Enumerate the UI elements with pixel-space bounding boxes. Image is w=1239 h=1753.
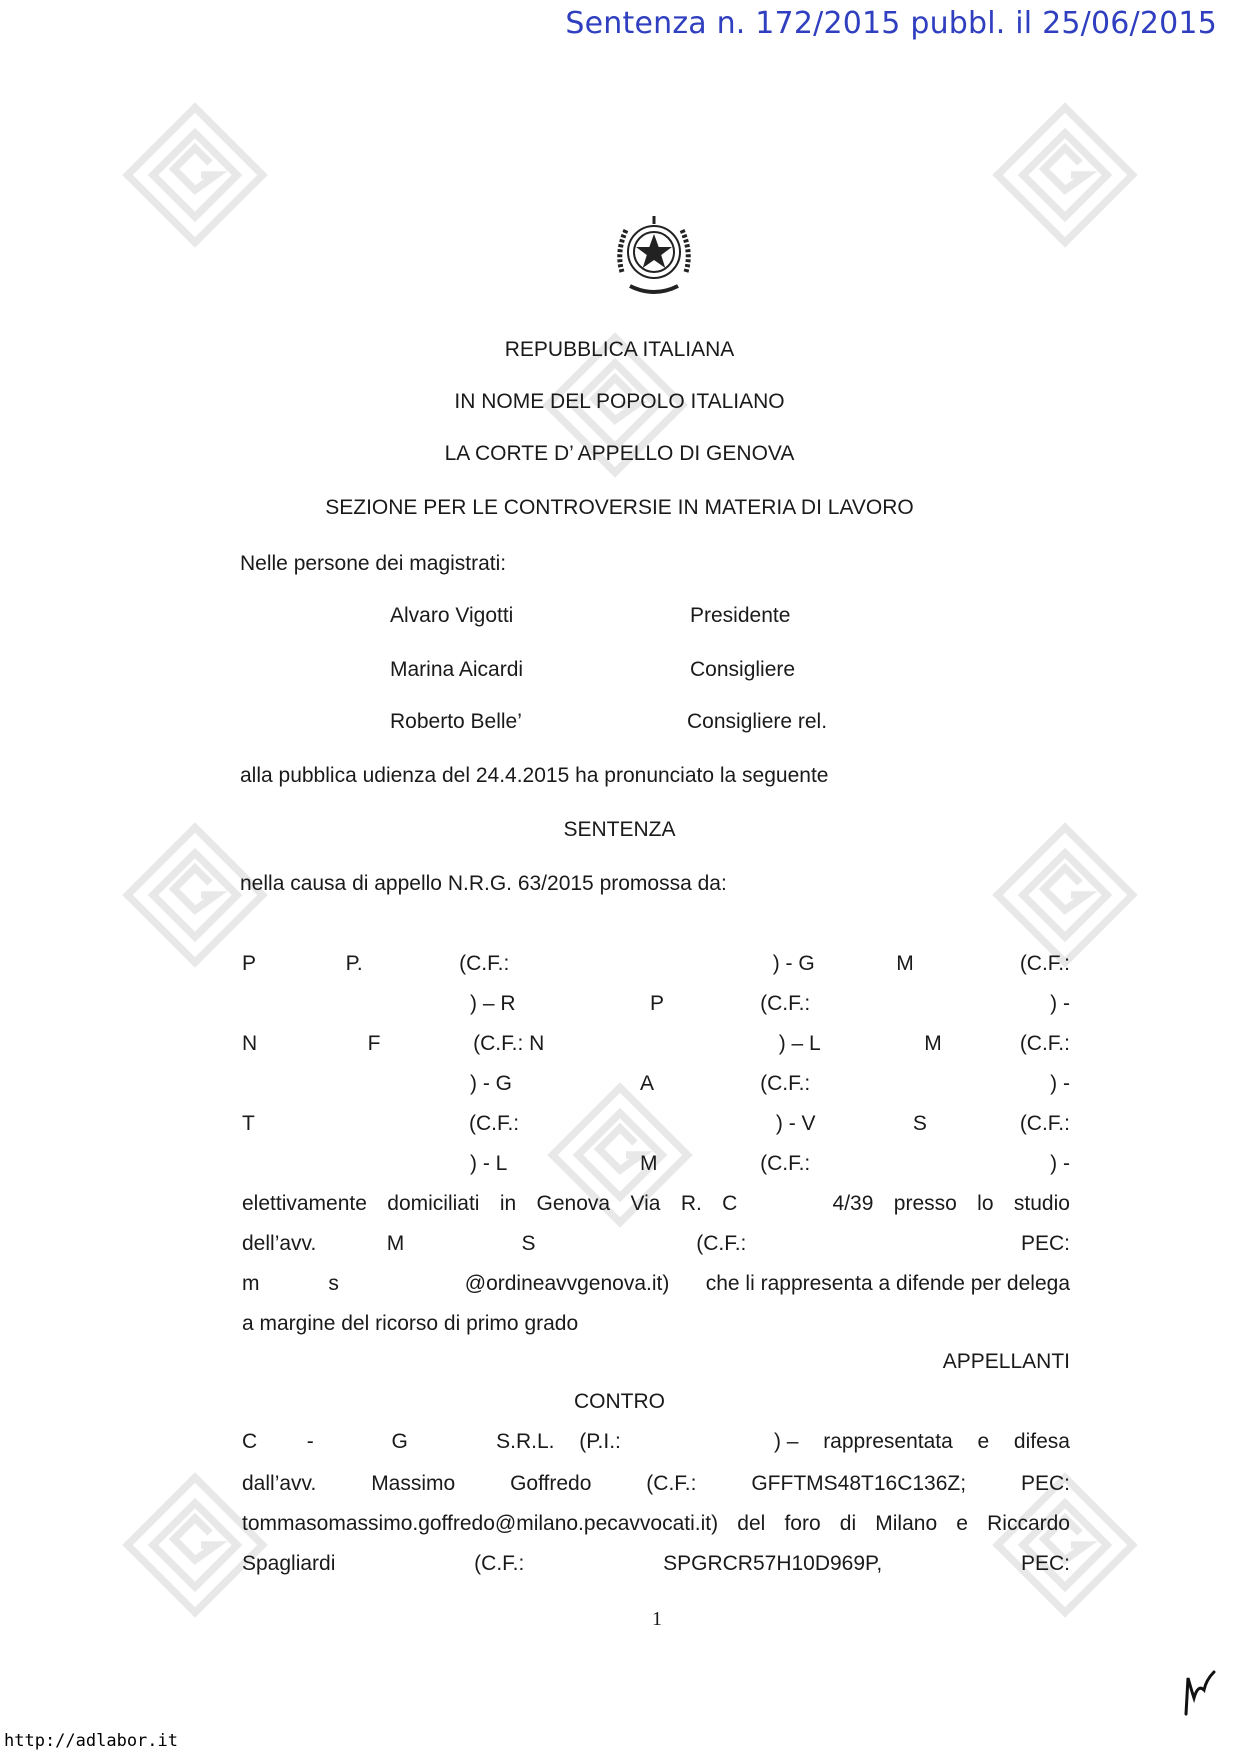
parties-line: ) - G A (C.F.: ) - (470, 1072, 1070, 1095)
court-heading: LA CORTE D’ APPELLO DI GENOVA (444, 442, 795, 465)
magistrate-name: Roberto Belle’ (390, 710, 522, 733)
italian-republic-emblem-icon (612, 212, 696, 302)
section-heading: SEZIONE PER LE CONTROVERSIE IN MATERIA DI LAVORO (325, 496, 914, 519)
parties-line: elettivamente domiciliati in Genova Via R. C 4/39 presso lo studio (242, 1192, 1070, 1215)
watermark-logo-icon (990, 820, 1140, 970)
magistrate-name: Marina Aicardi (390, 658, 524, 681)
document-title: SENTENZA (563, 818, 676, 841)
parties-line: N F (C.F.: N ) – L M (C.F.: (242, 1032, 1070, 1055)
watermark-logo-icon (120, 100, 270, 250)
parties-line: P P. (C.F.: ) - G M (C.F.: (242, 952, 1070, 975)
defendant-line: C - G S.R.L. (P.I.: ) – rappresentata e difesa (242, 1430, 1070, 1453)
magistrate-role: Consigliere (690, 658, 796, 681)
page-number: 1 (652, 1608, 662, 1630)
publication-stamp: Sentenza n. 172/2015 pubbl. il 25/06/2015 (565, 6, 1217, 41)
defendant-line: dall’avv. Massimo Goffredo (C.F.: GFFTMS48T16C136Z; PEC: (242, 1472, 1070, 1495)
parties-line: ) - L M (C.F.: ) - (470, 1152, 1070, 1175)
magistrates-intro: Nelle persone dei magistrati: (240, 552, 507, 575)
parties-line: dell’avv. M S (C.F.: PEC: (242, 1232, 1070, 1255)
parties-last-line: a margine del ricorso di primo grado (242, 1312, 579, 1335)
parties-line: T (C.F.: ) - V S (C.F.: (242, 1112, 1070, 1135)
parties-line: ) – R P (C.F.: ) - (470, 992, 1070, 1015)
appellants-label: APPELLANTI (942, 1350, 1070, 1373)
defendant-line: Spagliardi (C.F.: SPGRCR57H10D969P, PEC: (242, 1552, 1070, 1575)
source-url: http://adlabor.it (4, 1731, 178, 1751)
parties-line: m s @ordineavvgenova.it) che li rappresenta a difende per delega (242, 1272, 1070, 1295)
magistrate-role: Consigliere rel. (687, 710, 828, 733)
magistrate-role: Presidente (690, 604, 791, 627)
republic-heading: REPUBBLICA ITALIANA (504, 338, 735, 361)
magistrate-name: Alvaro Vigotti (390, 604, 514, 627)
contro-label: CONTRO (574, 1390, 665, 1413)
defendant-line: tommasomassimo.goffredo@milano.pecavvocati.it) del foro di Milano e Riccardo (242, 1512, 1070, 1535)
people-heading: IN NOME DEL POPOLO ITALIANO (454, 390, 785, 413)
hearing-line: alla pubblica udienza del 24.4.2015 ha pronunciato la seguente (240, 764, 829, 787)
handwritten-initial-icon (1180, 1668, 1220, 1718)
case-intro: nella causa di appello N.R.G. 63/2015 promossa da: (240, 872, 727, 895)
watermark-logo-icon (990, 100, 1140, 250)
